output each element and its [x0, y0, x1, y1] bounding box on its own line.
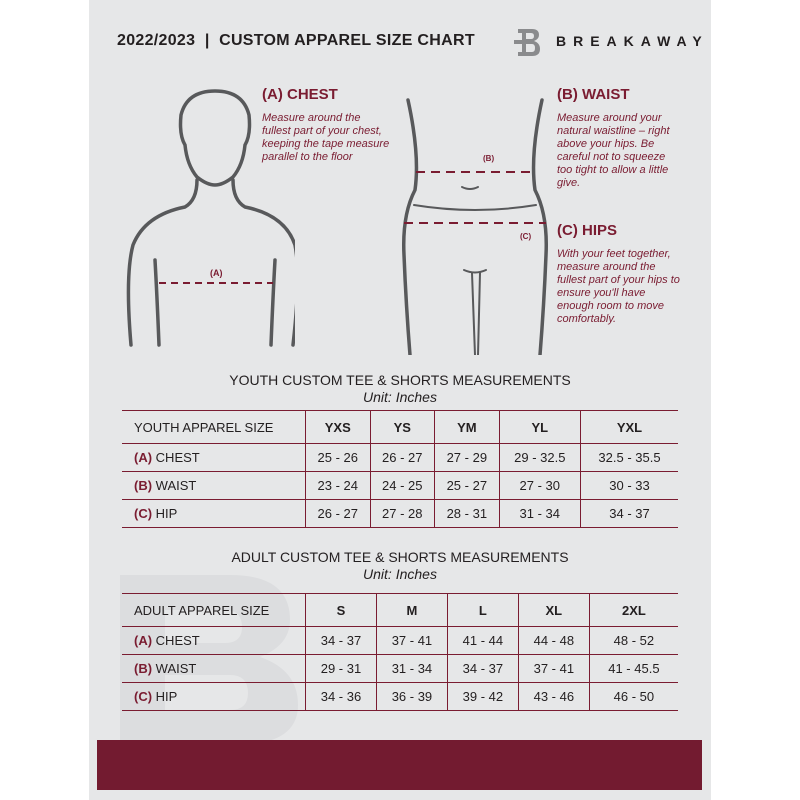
youth-table-title: YOUTH CUSTOM TEE & SHORTS MEASUREMENTS: [229, 372, 571, 388]
row-measure: WAIST: [155, 661, 197, 676]
header-cell: YOUTH APPAREL SIZE: [122, 411, 306, 444]
header-cell: L: [447, 594, 518, 627]
size-cell: 27 - 29: [435, 444, 500, 472]
hips-heading: (C) HIPS: [557, 222, 617, 239]
row-measure: HIP: [155, 689, 178, 704]
row-letter: (C): [134, 689, 153, 704]
size-cell: 39 - 42: [447, 683, 518, 711]
row-measure: CHEST: [155, 450, 200, 465]
row-label: [122, 683, 306, 711]
size-cell: 43 - 46: [518, 683, 589, 711]
hips-marker: (C): [520, 232, 532, 241]
size-cell: 41 - 44: [447, 627, 518, 655]
row-label: [122, 655, 306, 683]
header-cell: YXS: [306, 411, 371, 444]
table-row: [122, 500, 678, 528]
size-cell: 41 - 45.5: [589, 655, 678, 683]
size-cell: 44 - 48: [518, 627, 589, 655]
size-cell: 30 - 33: [581, 472, 679, 500]
size-cell: 31 - 34: [499, 500, 580, 528]
table-row: [122, 683, 678, 711]
size-cell: 28 - 31: [435, 500, 500, 528]
size-cell: 36 - 39: [376, 683, 447, 711]
waist-marker: (B): [483, 154, 495, 163]
size-cell: 26 - 27: [306, 500, 371, 528]
chest-heading: (A) CHEST: [262, 86, 338, 103]
row-measure: HIP: [155, 506, 178, 521]
size-cell: 25 - 27: [435, 472, 500, 500]
chest-marker: (A): [210, 268, 223, 278]
table-row: [122, 655, 678, 683]
size-cell: 29 - 32.5: [499, 444, 580, 472]
size-cell: 29 - 31: [306, 655, 377, 683]
header-cell: YM: [435, 411, 500, 444]
header-cell: YXL: [581, 411, 679, 444]
adult-unit: Unit: Inches: [363, 566, 437, 582]
header-cell: XL: [518, 594, 589, 627]
row-letter: (B): [134, 661, 153, 676]
header-cell: YS: [370, 411, 435, 444]
table-row: [122, 472, 678, 500]
adult-size-table: [122, 593, 678, 711]
row-letter: (A): [134, 633, 153, 648]
row-letter: (B): [134, 478, 153, 493]
row-label: [122, 627, 306, 655]
row-measure: CHEST: [155, 633, 200, 648]
header-cell: 2XL: [589, 594, 678, 627]
size-cell: 25 - 26: [306, 444, 371, 472]
waist-description: Measure around your natural waistline – right above your hips. Be careful not to squeeze too tight to allow a little give.: [557, 112, 670, 189]
waist-heading: (B) WAIST: [557, 86, 630, 103]
chest-description: Measure around the fullest part of your chest, keeping the tape measure parallel to the floor: [262, 112, 390, 163]
size-cell: 31 - 34: [376, 655, 447, 683]
footer-band: [97, 740, 702, 790]
table-header-row: [122, 411, 678, 444]
brand-name: BREAKAWAY: [556, 33, 709, 49]
header-cell: YL: [499, 411, 580, 444]
header-cell: ADULT APPAREL SIZE: [122, 594, 306, 627]
size-cell: 46 - 50: [589, 683, 678, 711]
size-cell: 34 - 37: [581, 500, 679, 528]
row-label: [122, 500, 306, 528]
breakaway-logo-icon: [512, 26, 542, 58]
header-cell: S: [306, 594, 377, 627]
table-header-row: [122, 594, 678, 627]
size-cell: 23 - 24: [306, 472, 371, 500]
size-cell: 48 - 52: [589, 627, 678, 655]
size-cell: 27 - 28: [370, 500, 435, 528]
size-cell: 24 - 25: [370, 472, 435, 500]
row-label: [122, 444, 306, 472]
torso-figure-illustration: [400, 95, 550, 355]
row-letter: (C): [134, 506, 153, 521]
size-cell: 27 - 30: [499, 472, 580, 500]
youth-size-table: [122, 410, 678, 528]
size-cell: 37 - 41: [376, 627, 447, 655]
size-cell: 34 - 36: [306, 683, 377, 711]
page-title: 2022/2023 | CUSTOM APPAREL SIZE CHART: [117, 32, 475, 49]
size-cell: 34 - 37: [306, 627, 377, 655]
row-label: [122, 472, 306, 500]
hips-description: With your feet together, measure around the fullest part of your hips to ensure you'll have enough room to move comfortably.: [557, 248, 680, 325]
youth-unit: Unit: Inches: [363, 389, 437, 405]
adult-table-title: ADULT CUSTOM TEE & SHORTS MEASUREMENTS: [231, 549, 569, 565]
size-cell: 26 - 27: [370, 444, 435, 472]
size-cell: 37 - 41: [518, 655, 589, 683]
header-cell: M: [376, 594, 447, 627]
row-measure: WAIST: [155, 478, 197, 493]
table-row: [122, 627, 678, 655]
row-letter: (A): [134, 450, 153, 465]
size-cell: 32.5 - 35.5: [581, 444, 679, 472]
table-row: [122, 444, 678, 472]
size-cell: 34 - 37: [447, 655, 518, 683]
